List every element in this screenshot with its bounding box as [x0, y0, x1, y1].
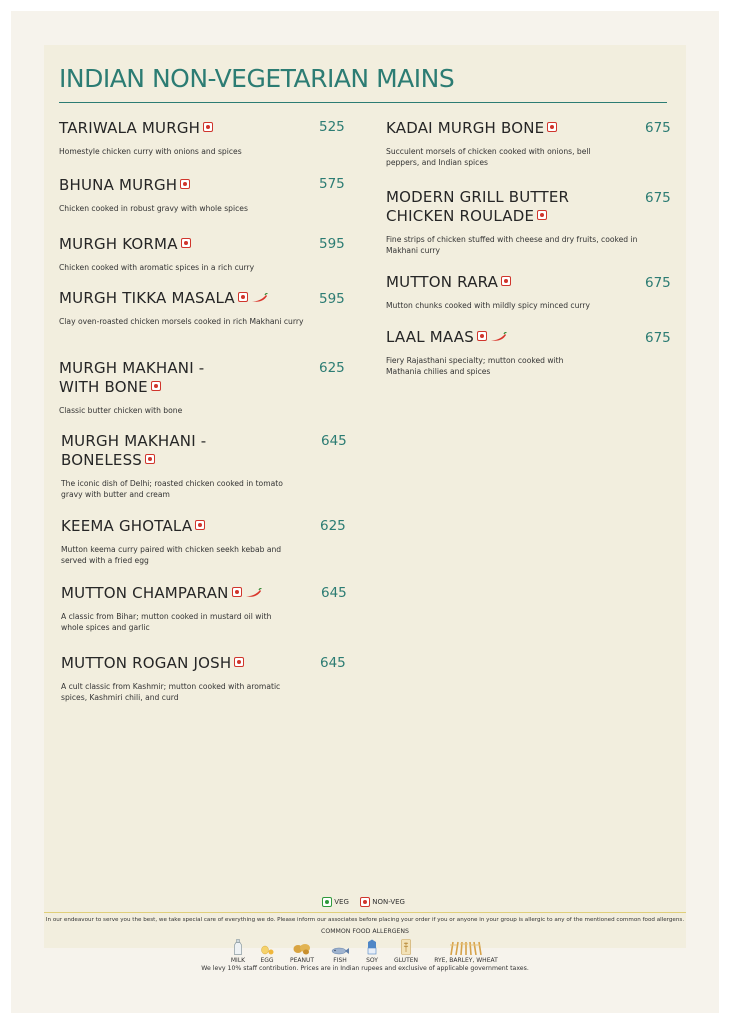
- item-price: 675: [645, 330, 671, 346]
- item-description: Succulent morsels of chicken cooked with onions, bell peppers, and Indian spices: [386, 147, 591, 167]
- item-description: Mutton keema curry paired with chicken seekh kebab and served with a fried egg: [61, 545, 282, 565]
- item-description: A cult classic from Kashmir; mutton cooked with aromatic spices, Kashmiri chili, and curd: [61, 682, 281, 702]
- non-veg-icon: [360, 897, 370, 907]
- menu-item-murgh-makhani-with-bone: [59, 359, 309, 416]
- allergen-label: GLUTEN: [393, 957, 419, 964]
- allergen-soy: [361, 938, 383, 964]
- non-veg-icon: [501, 276, 511, 286]
- non-veg-icon: [234, 657, 244, 667]
- item-name: MUTTON ROGAN JOSH: [61, 654, 232, 672]
- title-divider: [59, 102, 667, 103]
- item-price: 645: [320, 655, 346, 671]
- allergen-rye-barley-wheat: [428, 938, 504, 964]
- item-name-line-2: WITH BONE: [59, 378, 148, 396]
- allergen-gluten: [390, 938, 422, 964]
- item-price: 525: [319, 119, 345, 135]
- legend-nonveg-label: NON-VEG: [372, 898, 405, 906]
- legend-veg-label: VEG: [334, 898, 349, 906]
- non-veg-icon: [203, 122, 213, 132]
- item-price: 625: [319, 360, 345, 376]
- non-veg-icon: [180, 179, 190, 189]
- menu-item-keema-ghotala: [61, 517, 291, 566]
- item-price: 575: [319, 176, 345, 192]
- item-description: Homestyle chicken curry with onions and spices: [59, 147, 242, 156]
- menu-item-modern-grill-butter-chicken-roulade: [386, 188, 638, 256]
- menu-item-mutton-champaran: [61, 584, 291, 633]
- menu-title: INDIAN NON-VEGETARIAN MAINS: [59, 64, 455, 93]
- allergens-title: COMMON FOOD ALLERGENS: [321, 928, 409, 935]
- item-description: Mutton chunks cooked with mildly spicy minced curry: [386, 301, 591, 310]
- grain-icon: [449, 941, 483, 955]
- item-name-line-1: MURGH MAKHANI -: [59, 359, 205, 377]
- chili-spicy-icon: [251, 293, 268, 303]
- non-veg-icon: [547, 122, 557, 132]
- allergen-notice: In our endeavour to serve you the best, we take special care of everything we do. Please inform our associates before placing your order if you or anyone in your group is allergic to any of the mentioned common food allergens.: [45, 917, 685, 923]
- non-veg-icon: [477, 331, 487, 341]
- item-name-line-1: MODERN GRILL BUTTER: [386, 188, 570, 206]
- menu-item-laal-maas: [386, 328, 596, 377]
- allergen-label: EGG: [260, 957, 274, 964]
- non-veg-icon: [232, 587, 242, 597]
- item-description: The iconic dish of Delhi; roasted chicken cooked in tomato gravy with butter and cream: [61, 479, 283, 499]
- item-price: 675: [645, 190, 671, 206]
- allergen-peanut: [287, 938, 317, 964]
- item-description: A classic from Bihar; mutton cooked in mustard oil with whole spices and garlic: [61, 612, 272, 632]
- item-description: Chicken cooked with aromatic spices in a rich curry: [59, 263, 255, 272]
- non-veg-icon: [151, 381, 161, 391]
- menu-item-mutton-rara: [386, 273, 636, 311]
- menu-item-kadai-murgh-bone: [386, 119, 636, 168]
- gluten-icon: [401, 939, 411, 955]
- allergen-milk: [226, 938, 250, 964]
- non-veg-icon: [195, 520, 205, 530]
- item-price: 625: [320, 518, 346, 534]
- item-price: 645: [321, 433, 347, 449]
- veg-icon: [322, 897, 332, 907]
- item-name: KEEMA GHOTALA: [61, 517, 193, 535]
- non-veg-icon: [238, 292, 248, 302]
- chili-spicy-icon: [490, 332, 507, 342]
- item-name: MURGH TIKKA MASALA: [59, 289, 235, 307]
- item-price: 675: [645, 275, 671, 291]
- menu-item-murgh-makhani-boneless: [61, 432, 301, 500]
- item-name: KADAI MURGH BONE: [386, 119, 545, 137]
- item-name-line-2: BONELESS: [61, 451, 143, 469]
- item-price: 595: [319, 236, 345, 252]
- allergen-label: RYE, BARLEY, WHEAT: [434, 957, 498, 964]
- item-name-line-2: CHICKEN ROULADE: [386, 207, 535, 225]
- item-name: MUTTON CHAMPARAN: [61, 584, 229, 602]
- item-name: LAAL MAAS: [386, 328, 474, 346]
- diet-legend: [322, 897, 405, 907]
- item-description: Classic butter chicken with bone: [59, 406, 183, 415]
- item-price: 675: [645, 120, 671, 136]
- menu-item-mutton-rogan-josh: [61, 654, 301, 703]
- allergen-label: FISH: [333, 957, 347, 964]
- egg-icon: [260, 945, 274, 955]
- item-price: 595: [319, 291, 345, 307]
- item-name-line-1: MURGH MAKHANI -: [61, 432, 207, 450]
- allergen-label: SOY: [366, 957, 378, 964]
- item-price: 645: [321, 585, 347, 601]
- footer-divider: [44, 912, 686, 913]
- item-description: Fine strips of chicken stuffed with cheese and dry fruits, cooked in Makhani curry: [386, 235, 638, 255]
- peanut-icon: [293, 943, 311, 955]
- non-veg-icon: [181, 238, 191, 248]
- allergen-label: PEANUT: [289, 957, 315, 964]
- menu-item-murgh-korma: [59, 235, 309, 273]
- item-description: Chicken cooked in robust gravy with whole spices: [59, 204, 248, 213]
- allergen-fish: [328, 938, 352, 964]
- menu-item-tariwala-murgh: [59, 119, 309, 157]
- allergen-egg: [256, 938, 278, 964]
- item-description: Clay oven-roasted chicken morsels cooked in rich Makhani curry: [59, 317, 304, 326]
- menu-item-murgh-tikka-masala: [59, 289, 304, 327]
- levy-notice: We levy 10% staff contribution. Prices are in Indian rupees and exclusive of applicable government taxes.: [201, 965, 529, 972]
- milk-bottle-icon: [234, 939, 242, 955]
- item-name: MUTTON RARA: [386, 273, 499, 291]
- non-veg-icon: [537, 210, 547, 220]
- soy-icon: [367, 939, 377, 955]
- non-veg-icon: [145, 454, 155, 464]
- item-name: TARIWALA MURGH: [59, 119, 201, 137]
- item-description: Fiery Rajasthani specialty; mutton cooked with Mathania chilies and spices: [386, 356, 564, 376]
- menu-item-bhuna-murgh: [59, 176, 309, 214]
- fish-icon: [331, 947, 349, 955]
- item-name: MURGH KORMA: [59, 235, 178, 253]
- item-name: BHUNA MURGH: [59, 176, 178, 194]
- allergen-label: MILK: [230, 957, 246, 964]
- chili-spicy-icon: [245, 588, 262, 598]
